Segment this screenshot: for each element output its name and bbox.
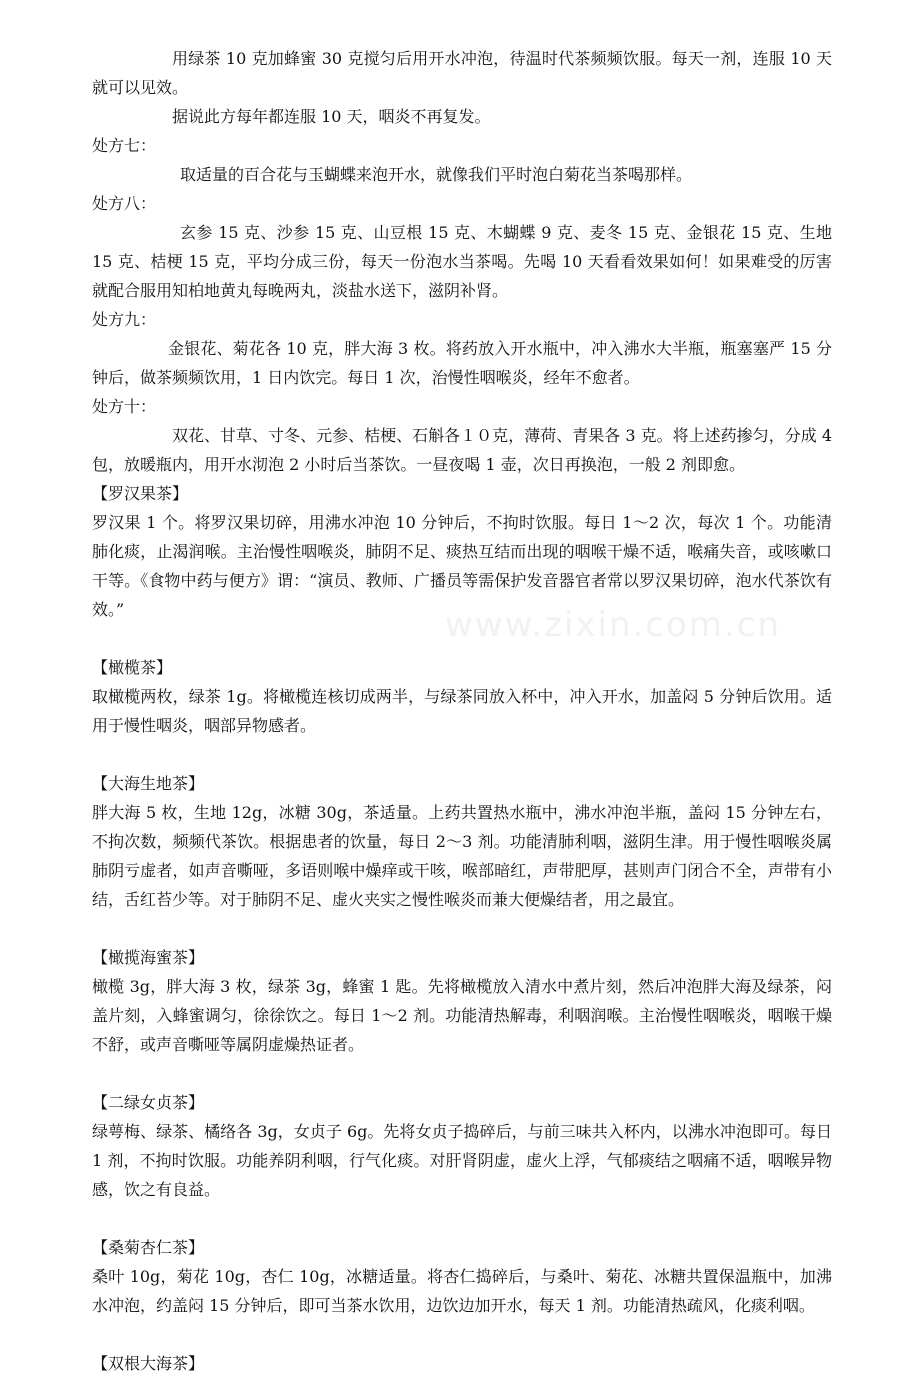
section-gap	[92, 1204, 832, 1233]
tea-text-luohanguo: 罗汉果 1 个。将罗汉果切碎，用沸水冲泡 10 分钟后，不拘时饮服。每日 1～2 次，每次 1 个。功能清肺化痰，止渴润喉。主治慢性咽喉炎，肺阴不足、痰热互结而出现的咽喉干燥不适，喉痛失音，或咳嗽口干等。《食物中药与便方》谓：“演员、教师、广播员等需保护发音器官者常以罗汉果切碎，泡水代茶饮有效。”	[92, 513, 832, 619]
section-gap	[92, 914, 832, 943]
paragraph-yearly-note: 据说此方每年都连服 10 天，咽炎不再复发。	[172, 107, 491, 126]
tea-title-luohanguo: 【罗汉果茶】	[92, 484, 189, 503]
prescription-9-label: 处方九：	[92, 310, 157, 329]
section-gap	[92, 1320, 832, 1349]
tea-title-sangju-xingren: 【桑菊杏仁茶】	[92, 1238, 205, 1257]
tea-text-dahai-shengdi: 胖大海 5 枚，生地 12g，冰糖 30g，茶适量。上药共置热水瓶中，沸水冲泡半瓶，盖闷 15 分钟左右，不拘次数，频频代茶饮。根据患者的饮量，每日 2～3 剂。功能清肺利咽，滋阴生津。用于慢性咽喉炎属肺阴亏虚者，如声音嘶哑，多语则喉中燥痒或干咳，喉部暗红，声带肥厚，甚则声门闭合不全，声带有小结，舌红苔少等。对于肺阴不足、虚火夹实之慢性喉炎而兼大便燥结者，用之最宜。	[92, 803, 832, 909]
prescription-8-label: 处方八：	[92, 194, 157, 213]
tea-title-erlv-nvzhen: 【二绿女贞茶】	[92, 1093, 205, 1112]
tea-text-olive-honey: 橄榄 3g，胖大海 3 枚，绿茶 3g，蜂蜜 1 匙。先将橄榄放入清水中煮片刻，然后冲泡胖大海及绿茶，闷盖片刻，入蜂蜜调匀，徐徐饮之。每日 1～2 剂。功能清热解毒，利咽润喉。主治慢性咽喉炎，咽喉干燥不舒，或声音嘶哑等属阴虚燥热证者。	[92, 977, 832, 1054]
paragraph-green-tea-honey: 用绿茶 10 克加蜂蜜 30 克搅匀后用开水冲泡，待温时代茶频频饮服。每天一剂，连服 10 天就可以见效。	[92, 49, 832, 97]
prescription-7-label: 处方七：	[92, 136, 157, 155]
tea-title-dahai-shengdi: 【大海生地茶】	[92, 774, 205, 793]
watermark-text: www.zixin.com.cn	[445, 605, 781, 645]
tea-title-olive: 【橄榄茶】	[92, 658, 173, 677]
prescription-10-label: 处方十：	[92, 397, 157, 416]
tea-title-olive-honey: 【橄揽海蜜茶】	[92, 948, 205, 967]
prescription-7-text: 取适量的百合花与玉蝴蝶来泡开水，就像我们平时泡白菊花当茶喝那样。	[180, 165, 693, 184]
tea-text-olive: 取橄榄两枚，绿茶 1g。将橄榄连核切成两半，与绿茶同放入杯中，冲入开水，加盖闷 5 分钟后饮用。适用于慢性咽炎，咽部异物感者。	[92, 687, 832, 735]
section-gap	[92, 740, 832, 769]
document-page	[92, 44, 832, 1378]
prescription-10-text: 双花、甘草、寸冬、元参、桔梗、石斛各１０克，薄荷、青果各 3 克。将上述药掺匀，分成 4 包，放暖瓶内，用开水沏泡 2 小时后当茶饮。一昼夜喝 1 壶，次日再换泡，一般 2 剂即愈。	[92, 426, 832, 474]
prescription-8-text: 玄参 15 克、沙参 15 克、山豆根 15 克、木蝴蝶 9 克、麦冬 15 克、金银花 15 克、生地 15 克、桔梗 15 克，平均分成三份，每天一份泡水当茶喝。先喝 10 天看看效果如何！如果难受的厉害就配合服用知柏地黄丸每晚两丸，淡盐水送下，滋阴补肾。	[92, 223, 832, 300]
section-gap	[92, 1059, 832, 1088]
tea-text-sangju-xingren: 桑叶 10g，菊花 10g，杏仁 10g，冰糖适量。将杏仁捣碎后，与桑叶、菊花、冰糖共置保温瓶中，加沸水冲泡，约盖闷 15 分钟后，即可当茶水饮用，边饮边加开水，每天 1 剂。功能清热疏风，化痰利咽。	[92, 1267, 832, 1315]
tea-text-erlv-nvzhen: 绿萼梅、绿茶、橘络各 3g，女贞子 6g。先将女贞子捣碎后，与前三味共入杯内，以沸水冲泡即可。每日 1 剂，不拘时饮服。功能养阴利咽，行气化痰。对肝肾阴虚，虚火上浮，气郁痰结之咽痛不适，咽喉异物感，饮之有良益。	[92, 1122, 832, 1199]
prescription-9-text: 金银花、菊花各 10 克，胖大海 3 枚。将药放入开水瓶中，冲入沸水大半瓶，瓶塞塞严 15 分钟后，做茶频频饮用，1 日内饮完。每日 1 次，治慢性咽喉炎，经年不愈者。	[92, 339, 832, 387]
tea-title-shuanggen-dahai: 【双根大海茶】	[92, 1354, 205, 1373]
